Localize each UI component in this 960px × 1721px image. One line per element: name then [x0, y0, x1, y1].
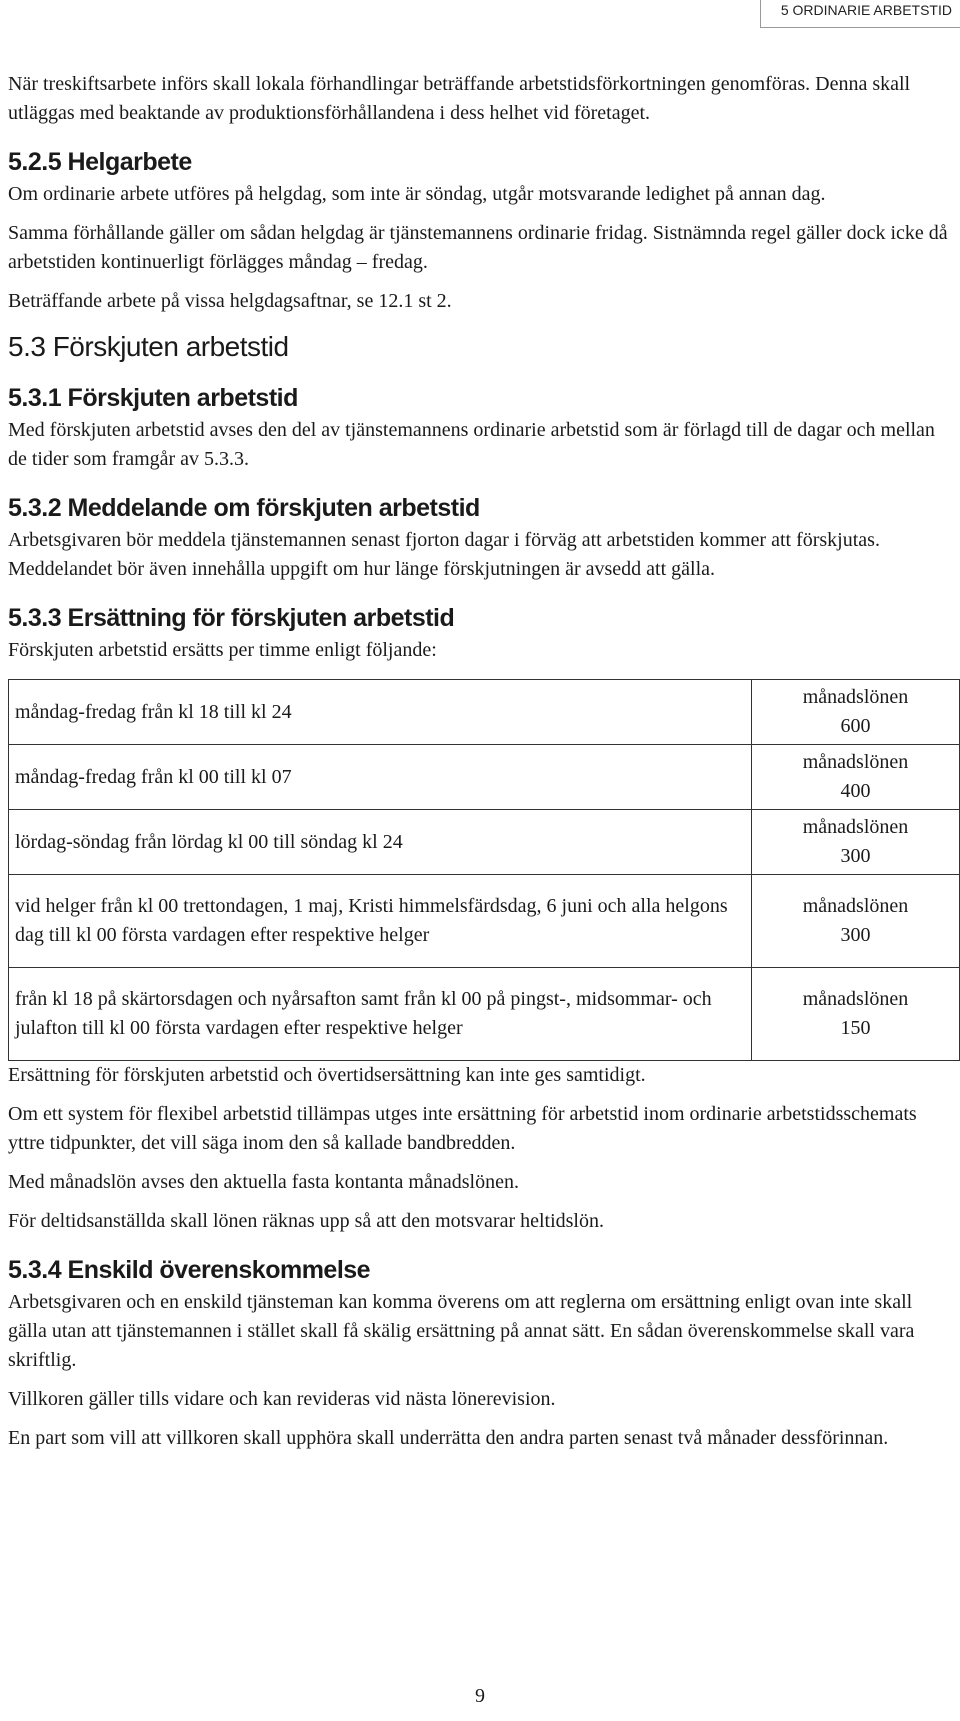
table-cell-rate [752, 745, 960, 810]
rate-label: månadslönen [802, 816, 909, 838]
table-cell-period: från kl 18 på skärtorsdagen och nyårsafton samt från kl 00 på pingst-, midsommar- och julafton till kl 00 första vardagen efter respektive helger [9, 968, 752, 1061]
table-row [9, 680, 960, 745]
page-number: 9 [475, 1685, 485, 1707]
paragraph: För deltidsanställda skall lönen räknas upp så att den motsvarar heltidslön. [8, 1210, 604, 1232]
rate-label: månadslönen [802, 751, 909, 773]
table-row [9, 875, 960, 968]
rate-divisor: 300 [840, 924, 871, 946]
table-row [9, 968, 960, 1061]
heading-5-2-5: 5.2.5 Helgarbete [8, 148, 192, 176]
paragraph: Ersättning för förskjuten arbetstid och övertidsersättning kan inte ges samtidigt. [8, 1064, 646, 1086]
table-cell-period: vid helger från kl 00 trettondagen, 1 maj, Kristi himmelsfärdsdag, 6 juni och alla helgons dag till kl 00 första vardagen efter respektive helger [9, 875, 752, 968]
intro-paragraph: När treskiftsarbete införs skall lokala förhandlingar beträffande arbetstidsförkortningen genomföras. Denna skall utläggas med beaktande av produktionsförhållandena i dess helhet vid företaget. [8, 73, 911, 124]
paragraph: Om ordinarie arbete utföres på helgdag, som inte är söndag, utgår motsvarande ledighet på annan dag. [8, 183, 826, 205]
document-body [8, 70, 950, 1463]
heading-5-3: 5.3 Förskjuten arbetstid [8, 331, 289, 362]
heading-5-3-3: 5.3.3 Ersättning för förskjuten arbetstid [8, 604, 455, 632]
paragraph: Med förskjuten arbetstid avses den del av tjänstemannens ordinarie arbetstid som är förlagd till de dagar och mellan de tider som framgår av 5.3.3. [8, 419, 935, 470]
paragraph: Villkoren gäller tills vidare och kan revideras vid nästa lönerevision. [8, 1388, 556, 1410]
paragraph: Samma förhållande gäller om sådan helgdag är tjänstemannens ordinarie fridag. Sistnämnda regel gäller dock icke då arbetstiden kontinuerligt förlägges måndag – fredag. [8, 222, 948, 273]
rate-label: månadslönen [802, 895, 909, 917]
rate-divisor: 600 [840, 715, 871, 737]
table-cell-rate [752, 810, 960, 875]
table-row [9, 745, 960, 810]
table-cell-period: lördag-söndag från lördag kl 00 till söndag kl 24 [9, 810, 752, 875]
paragraph: En part som vill att villkoren skall upphöra skall underrätta den andra parten senast två månader dessförinnan. [8, 1427, 889, 1449]
paragraph: Arbetsgivaren bör meddela tjänstemannen senast fjorton dagar i förväg att arbetstiden kommer att förskjutas. Meddelandet bör även innehålla uppgift om hur länge förskjutningen är avsedd att gälla. [8, 529, 880, 580]
paragraph: Förskjuten arbetstid ersätts per timme enligt följande: [8, 639, 437, 661]
paragraph: Arbetsgivaren och en enskild tjänsteman kan komma överens om att reglerna om ersättning enligt ovan inte skall gälla utan att tjänstemannen i stället skall få skälig ersättning på annat sätt. En sådan överenskommelse skall vara skriftlig. [8, 1291, 915, 1371]
rate-label: månadslönen [802, 686, 909, 708]
table-cell-period: måndag-fredag från kl 00 till kl 07 [9, 745, 752, 810]
rate-divisor: 150 [840, 1017, 871, 1039]
table-cell-rate [752, 680, 960, 745]
table-cell-rate [752, 875, 960, 968]
heading-5-3-1: 5.3.1 Förskjuten arbetstid [8, 384, 298, 412]
compensation-table [8, 679, 960, 1061]
paragraph: Beträffande arbete på vissa helgdagsaftnar, se 12.1 st 2. [8, 290, 452, 312]
table-cell-rate [752, 968, 960, 1061]
section-label: 5 ORDINARIE ARBETSTID [780, 2, 952, 18]
heading-5-3-4: 5.3.4 Enskild överenskommelse [8, 1256, 371, 1284]
rate-label: månadslönen [802, 988, 909, 1010]
paragraph: Om ett system för flexibel arbetstid tillämpas utges inte ersättning för arbetstid inom ordinarie arbetstidsschemats yttre tidpunkter, det vill säga inom den så kallade bandbredden. [8, 1103, 917, 1154]
heading-5-3-2: 5.3.2 Meddelande om förskjuten arbetstid [8, 494, 480, 522]
table-cell-period: måndag-fredag från kl 18 till kl 24 [9, 680, 752, 745]
rate-divisor: 300 [840, 845, 871, 867]
table-row [9, 810, 960, 875]
running-header [760, 0, 960, 28]
paragraph: Med månadslön avses den aktuella fasta kontanta månadslönen. [8, 1171, 519, 1193]
rate-divisor: 400 [840, 780, 871, 802]
